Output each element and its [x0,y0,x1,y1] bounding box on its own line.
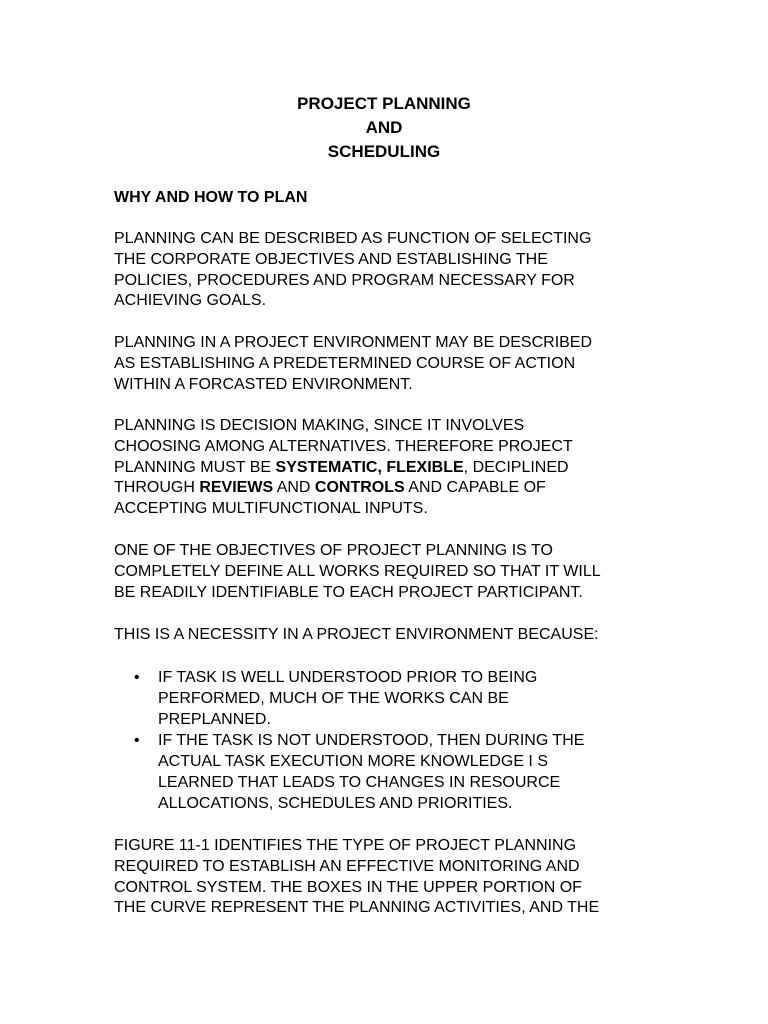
text-line: ALLOCATIONS, SCHEDULES AND PRIORITIES. [158,795,513,812]
text-line: IF THE TASK IS NOT UNDERSTOOD, THEN DURING THE [158,732,585,749]
text-run: , DECIPLINED [463,458,569,476]
text-line: CONTROL SYSTEM. THE BOXES IN THE UPPER PORTION OF [114,878,582,896]
bullet-list [114,667,674,814]
text-line: PLANNING IN A PROJECT ENVIRONMENT MAY BE DESCRIBED [114,334,593,351]
text-run: AND CAPABLE OF [404,479,546,497]
text-line: PREPLANNED. [158,711,271,728]
bullet-marker: • [134,732,140,749]
text-line: ACHIEVING GOALS. [114,292,267,310]
title-line: PROJECT PLANNING [297,94,471,113]
text-line: THIS IS A NECESSITY IN A PROJECT ENVIRONMENT BECAUSE: [114,626,599,643]
text-line: PERFORMED, MUCH OF THE WORKS CAN BE [158,690,509,707]
title-line: SCHEDULING [327,142,441,161]
text-run: THROUGH [114,479,200,497]
title-line: AND [365,118,403,137]
text-line: LEARNED THAT LEADS TO CHANGES IN RESOURCE [158,774,561,791]
paragraph-figure-reference [114,836,674,919]
text-line: BE READILY IDENTIFIABLE TO EACH PROJECT PARTICIPANT. [114,583,583,601]
text-line: IF TASK IS WELL UNDERSTOOD PRIOR TO BEING [158,669,538,686]
text-line: WITHIN A FORCASTED ENVIRONMENT. [114,375,413,393]
section-heading: WHY AND HOW TO PLAN [114,189,308,206]
text-line: PLANNING CAN BE DESCRIBED AS FUNCTION OF SELECTING [114,230,592,247]
text-line: COMPLETELY DEFINE ALL WORKS REQUIRED SO THAT IT WILL [114,562,601,580]
text-line [114,478,674,499]
bold-text-run: REVIEWS [199,479,274,497]
paragraph-necessity [114,625,674,646]
text-run: PLANNING MUST BE [114,458,276,476]
text-line: REQUIRED TO ESTABLISH AN EFFECTIVE MONITORING AND [114,857,580,875]
text-run: AND [273,479,315,497]
text-line: ACCEPTING MULTIFUNCTIONAL INPUTS. [114,500,428,518]
bold-text-run: CONTROLS [314,479,405,497]
text-line: FIGURE 11-1 IDENTIFIES THE TYPE OF PROJECT PLANNING [114,837,577,854]
text-line [114,458,674,479]
paragraph-project-environment [114,333,674,395]
paragraph-decision-making [114,416,674,520]
text-line: CHOOSING AMONG ALTERNATIVES. THEREFORE PROJECT [114,437,573,455]
list-item [114,730,674,814]
text-line: PLANNING IS DECISION MAKING, SINCE IT INVOLVES [114,417,525,434]
bullet-marker: • [134,669,140,686]
text-line: THE CORPORATE OBJECTIVES AND ESTABLISHING THE [114,250,548,268]
text-line: AS ESTABLISHING A PREDETERMINED COURSE OF ACTION [114,354,576,372]
text-line: THE CURVE REPRESENT THE PLANNING ACTIVITIES, AND THE [114,899,600,917]
page-title [0,92,768,164]
paragraph-objectives [114,541,674,603]
paragraph-planning-definition [114,229,674,312]
text-line: POLICIES, PROCEDURES AND PROGRAM NECESSARY FOR [114,271,575,289]
list-item [114,667,674,730]
bold-text-run: SYSTEMATIC, FLEXIBLE [275,458,464,476]
text-line: ACTUAL TASK EXECUTION MORE KNOWLEDGE I S [158,753,548,770]
text-line: ONE OF THE OBJECTIVES OF PROJECT PLANNING IS TO [114,542,553,559]
